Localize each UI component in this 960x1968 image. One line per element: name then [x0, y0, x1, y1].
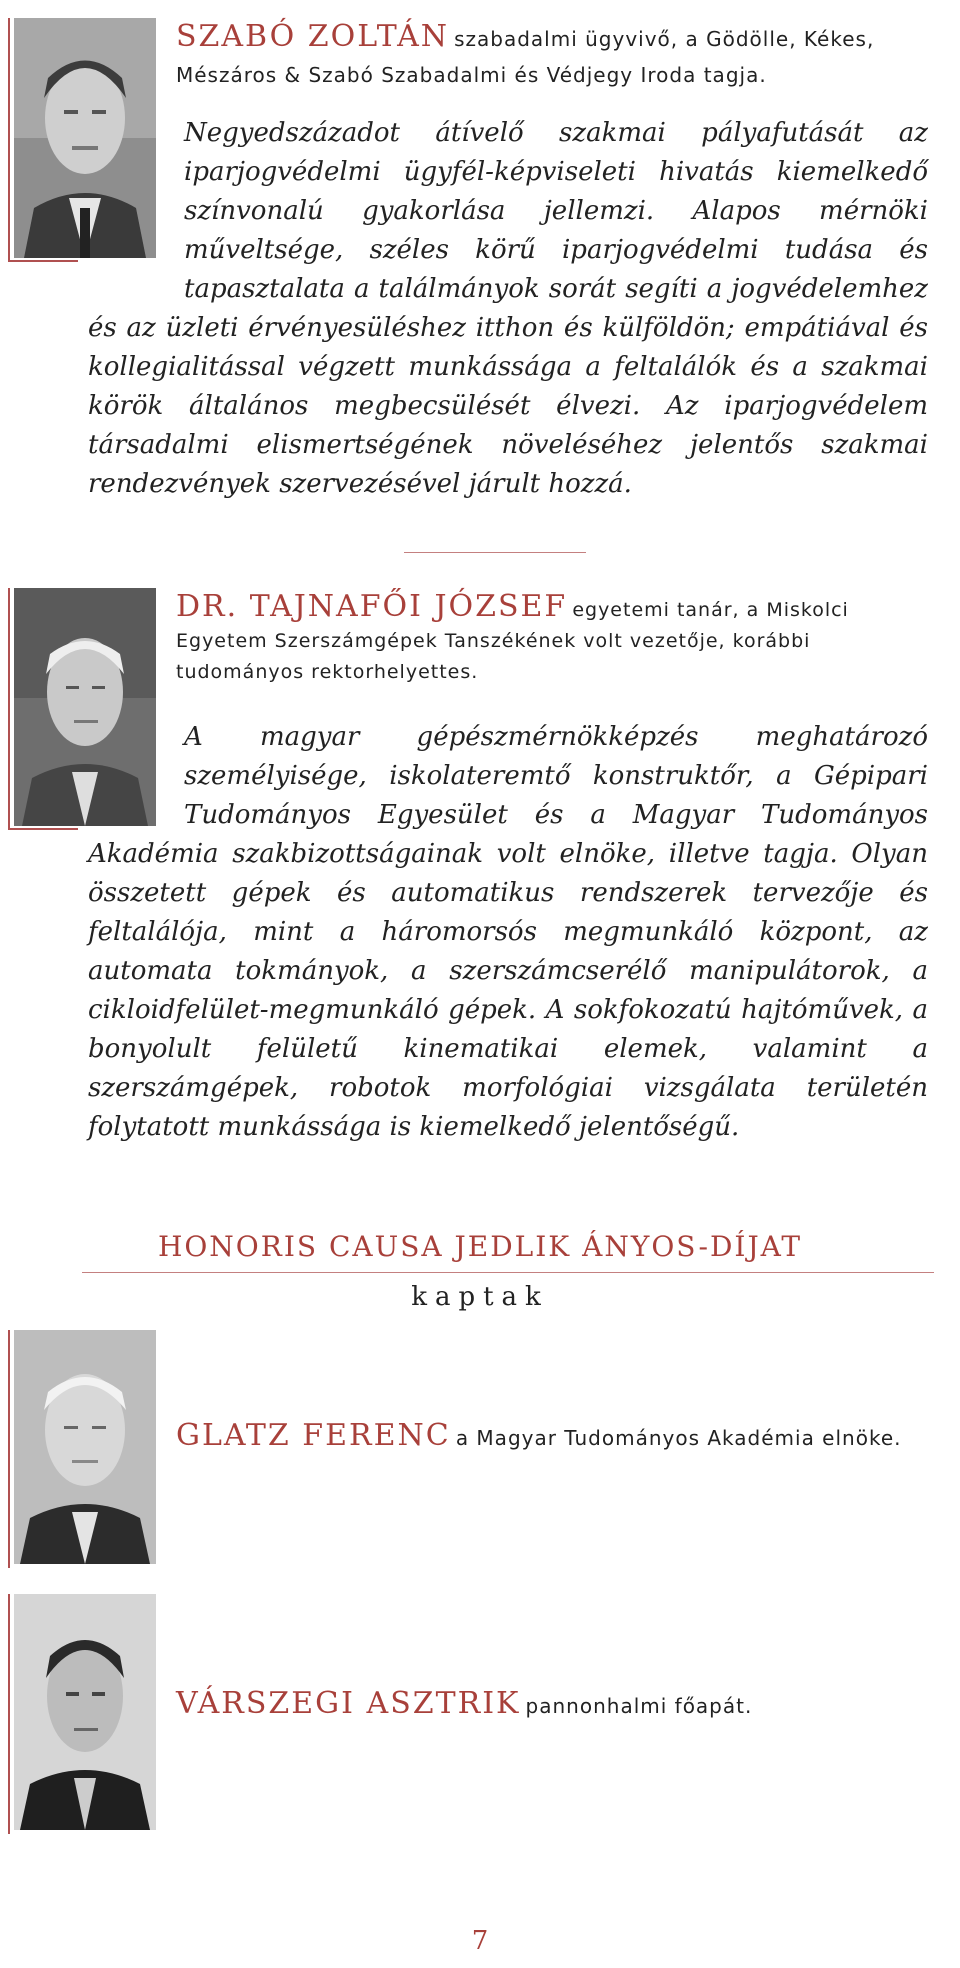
person1-header — [176, 20, 936, 92]
person4-line — [176, 1686, 936, 1721]
section-rule — [82, 1272, 934, 1273]
person1-name: SZABÓ ZOLTÁN — [176, 19, 449, 54]
person3-name: GLATZ FERENC — [176, 1418, 451, 1453]
person1-paragraph — [88, 114, 928, 504]
person1-paragraph-text: Negyedszázadot átívelő szakmai pályafutását az iparjogvédelmi ügyfél-képviseleti hivatás kiemelkedő színvonalú gyakorlása jellemzi. Alapos mérnöki műveltsége, széles körű iparjogvédelmi tudása és tapasztalata a találmányok sorát segíti a jogvédelemhez és az üzleti érvényesüléshez itthon és külföldön; empátiával és kollegialitással végzett munkássága a feltalálók és a szakmai körök általános megbecsülését élvezi. Az iparjogvédelem társadalmi elismertségének növeléséhez jelentős szakmai rendezvények szervezésével járult hozzá. — [88, 118, 928, 499]
person2-header — [176, 589, 934, 688]
person2-paragraph — [88, 718, 928, 1147]
person3-line — [176, 1418, 956, 1453]
section-subtitle: kaptak — [411, 1282, 549, 1312]
person1-role-line1: szabadalmi ügyvivő, a Gödölle, Kékes, — [454, 27, 875, 51]
person2-paragraph-text: A magyar gépészmérnökképzés meghatározó személyisége, iskolateremtő konstruktőr, a Gépipari Tudományos Egyesület és a Magyar Tudományos Akadémia szakbizottságainak volt elnöke, illetve tagja. Olyan összetett gépek és automatikus rendszerek tervezője és feltalálója, mint a háromorsós megmunkáló központ, az automata tokmányok, a szerszámcserélő manipulátorok, a cikloidfelület-megmunkáló gépek. A sokfokozatú hajtóművek, a bonyolult felületű kinematikai elemek, valamint a szerszámgépek, robotok morfológiai vizsgálata területén folytatott munkássága is kiemelkedő jelentőségű. — [88, 722, 928, 1142]
person3-role: a Magyar Tudományos Akadémia elnöke. — [455, 1426, 902, 1450]
portrait-glatz-ferenc — [8, 1330, 156, 1568]
person2-name: DR. TAJNAFŐI JÓZSEF — [176, 589, 568, 624]
person4-role: pannonhalmi főapát. — [525, 1694, 753, 1718]
portrait-varszegi-asztrik — [8, 1594, 156, 1834]
person2-role: egyetemi tanár, a Miskolci Egyetem Szerszámgépek Tanszékének volt vezetője, korábbi tudományos rektorhelyettes. — [176, 599, 849, 683]
person4-name: VÁRSZEGI ASZTRIK — [176, 1686, 521, 1721]
section-title — [0, 1230, 960, 1263]
separator-rule — [404, 552, 586, 553]
page-number: 7 — [471, 1926, 489, 1956]
section-title-text: HONORIS CAUSA JEDLIK ÁNYOS-DÍJAT — [157, 1230, 803, 1263]
person1-role-line2: Mészáros & Szabó Szabadalmi és Védjegy Iroda tagja. — [176, 63, 767, 87]
